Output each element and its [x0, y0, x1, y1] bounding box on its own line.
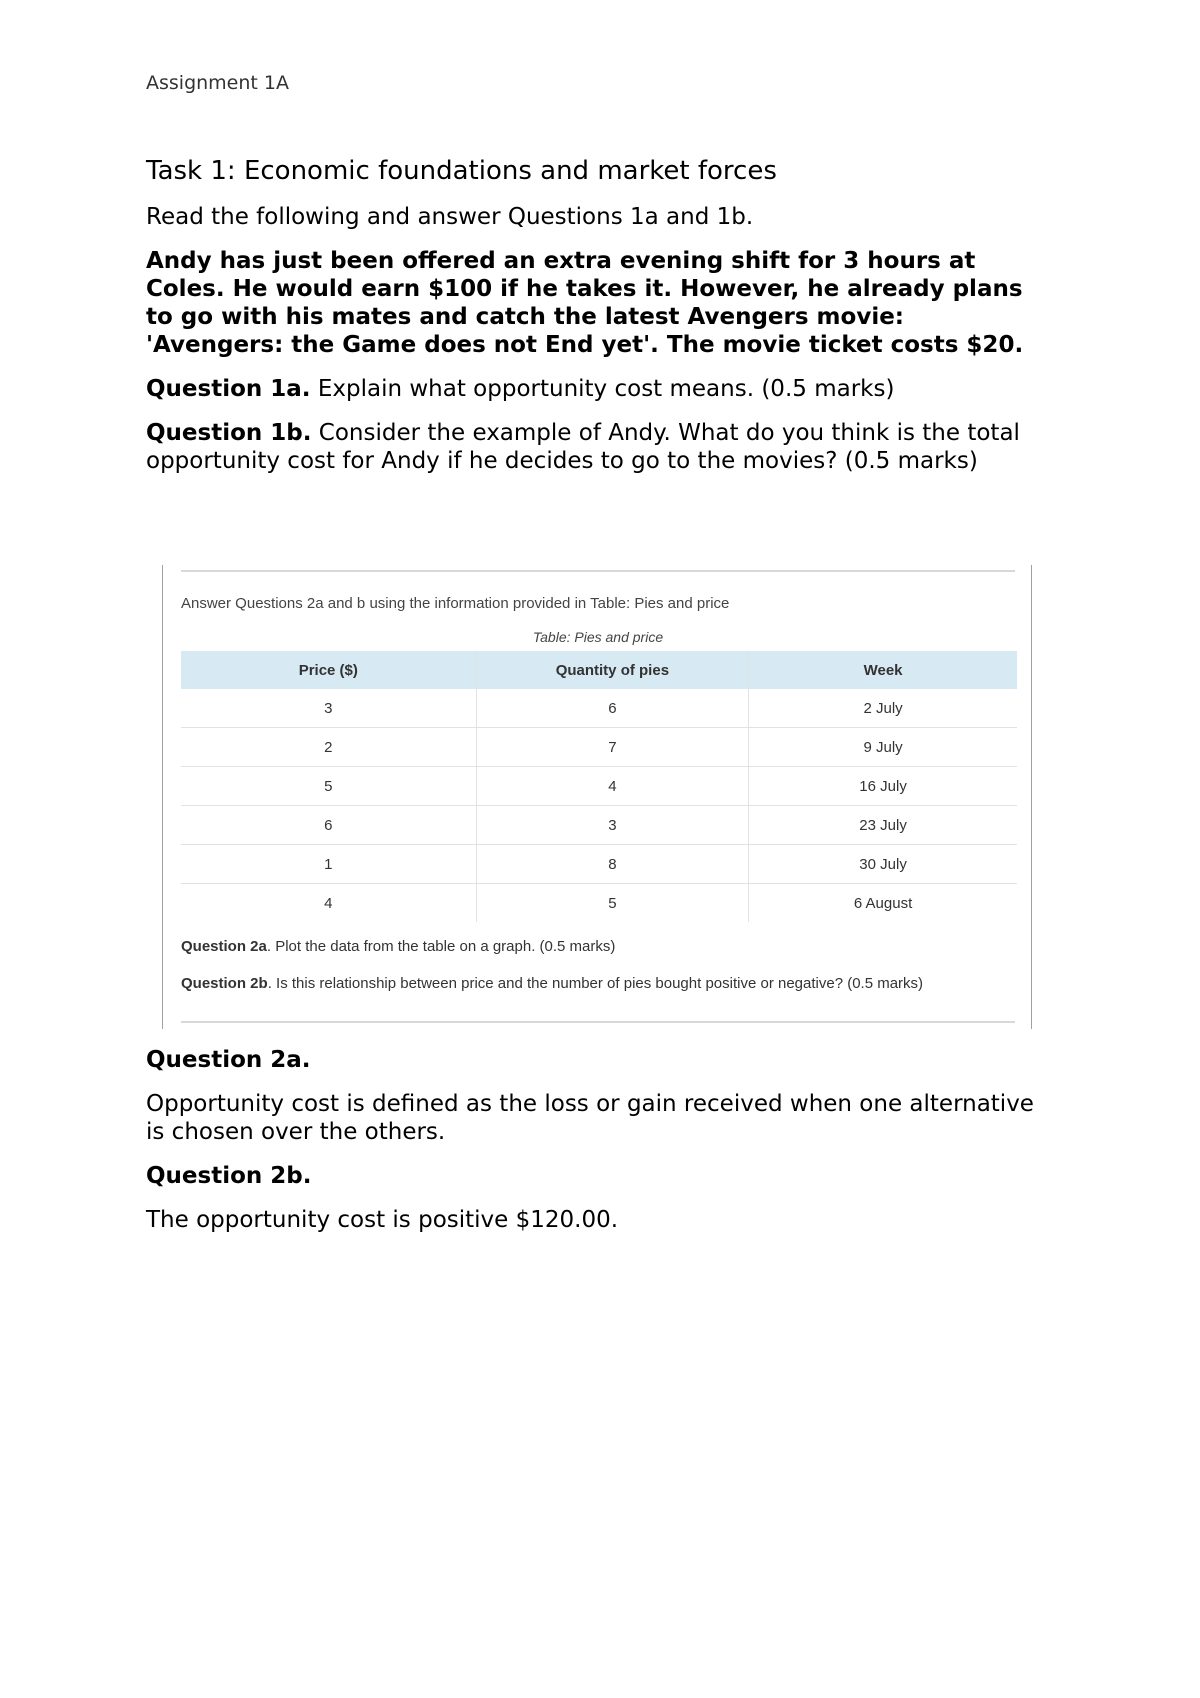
price-cell: 5 [181, 767, 476, 806]
question-1b-label: Question 1b. [146, 420, 312, 447]
scenario-text: Andy has just been offered an extra evening shift for 3 hours at Coles. He would earn $100 if he takes it. However, he already plans to go with his mates and catch the latest Avengers movie: 'Avengers: the Game does not End yet'. The movie ticket costs $20. [146, 248, 1024, 359]
answer-2b-heading: Question 2b. [146, 1163, 312, 1189]
quantity-cell: 8 [476, 845, 749, 884]
embedded-question-2b-text: . Is this relationship between price and the number of pies bought positive or negative? (0.5 marks) [267, 975, 924, 992]
table-row [181, 689, 1017, 728]
embedded-intro: Answer Questions 2a and b using the information provided in Table: Pies and price [181, 595, 730, 612]
question-1a-text: Explain what opportunity cost means. (0.5 marks) [310, 376, 895, 403]
embedded-question-2a-text: . Plot the data from the table on a graph. (0.5 marks) [266, 938, 616, 955]
column-header-week: Week [749, 651, 1017, 689]
table-row [181, 806, 1017, 845]
pies-price-table [181, 651, 1017, 922]
price-cell: 1 [181, 845, 476, 884]
embedded-question-2a-label: Question 2a [181, 938, 267, 955]
price-cell: 3 [324, 699, 333, 717]
quantity-cell: 6 [476, 689, 749, 728]
embedded-table-image [162, 565, 1032, 1029]
answer-2a-text: Opportunity cost is defined as the loss or gain received when one alternative is chosen over the others. [146, 1091, 1034, 1145]
question-1a [146, 375, 1046, 403]
table-row [181, 845, 1017, 884]
column-header-quantity: Quantity of pies [476, 651, 749, 689]
quantity-cell: 3 [476, 806, 749, 845]
embedded-question-2b [181, 975, 923, 992]
quantity-cell: 4 [476, 767, 749, 806]
question-1a-label: Question 1a. [146, 376, 311, 403]
answer-2b-text: The opportunity cost is positive $120.00. [146, 1207, 619, 1233]
price-cell: 4 [181, 884, 476, 923]
week-cell: 2 July [749, 689, 1017, 728]
week-cell: 16 July [749, 767, 1017, 806]
answer-2a-heading: Question 2a. [146, 1047, 311, 1073]
week-cell: 30 July [749, 845, 1017, 884]
quantity-cell: 7 [476, 728, 749, 767]
task-title: Task 1: Economic foundations and market forces [146, 156, 777, 186]
column-header-price: Price ($) [181, 651, 476, 689]
question-1b [146, 419, 1046, 475]
page-header: Assignment 1A [146, 72, 289, 94]
price-cell: 2 [181, 728, 476, 767]
task-section [146, 156, 1046, 491]
table-caption: Table: Pies and price [532, 629, 664, 645]
quantity-cell: 5 [476, 884, 749, 923]
week-cell: 9 July [749, 728, 1017, 767]
week-cell: 23 July [749, 806, 1017, 845]
divider [181, 1021, 1015, 1023]
table-row [181, 767, 1017, 806]
embedded-question-2b-label: Question 2b [181, 975, 268, 992]
table-row [181, 884, 1017, 923]
table-row [181, 728, 1017, 767]
embedded-question-2a [181, 938, 615, 955]
task-instruction: Read the following and answer Questions 1a and 1b. [146, 204, 754, 231]
divider [181, 570, 1015, 572]
question-1b-text: Consider the example of Andy. What do you think is the total opportunity cost for Andy if he decides to go to the movies? (0.5 marks) [146, 420, 1020, 475]
price-cell: 6 [181, 806, 476, 845]
table-header-row [181, 651, 1017, 689]
week-cell: 6 August [749, 884, 1017, 923]
answers-section [146, 1046, 1046, 1250]
